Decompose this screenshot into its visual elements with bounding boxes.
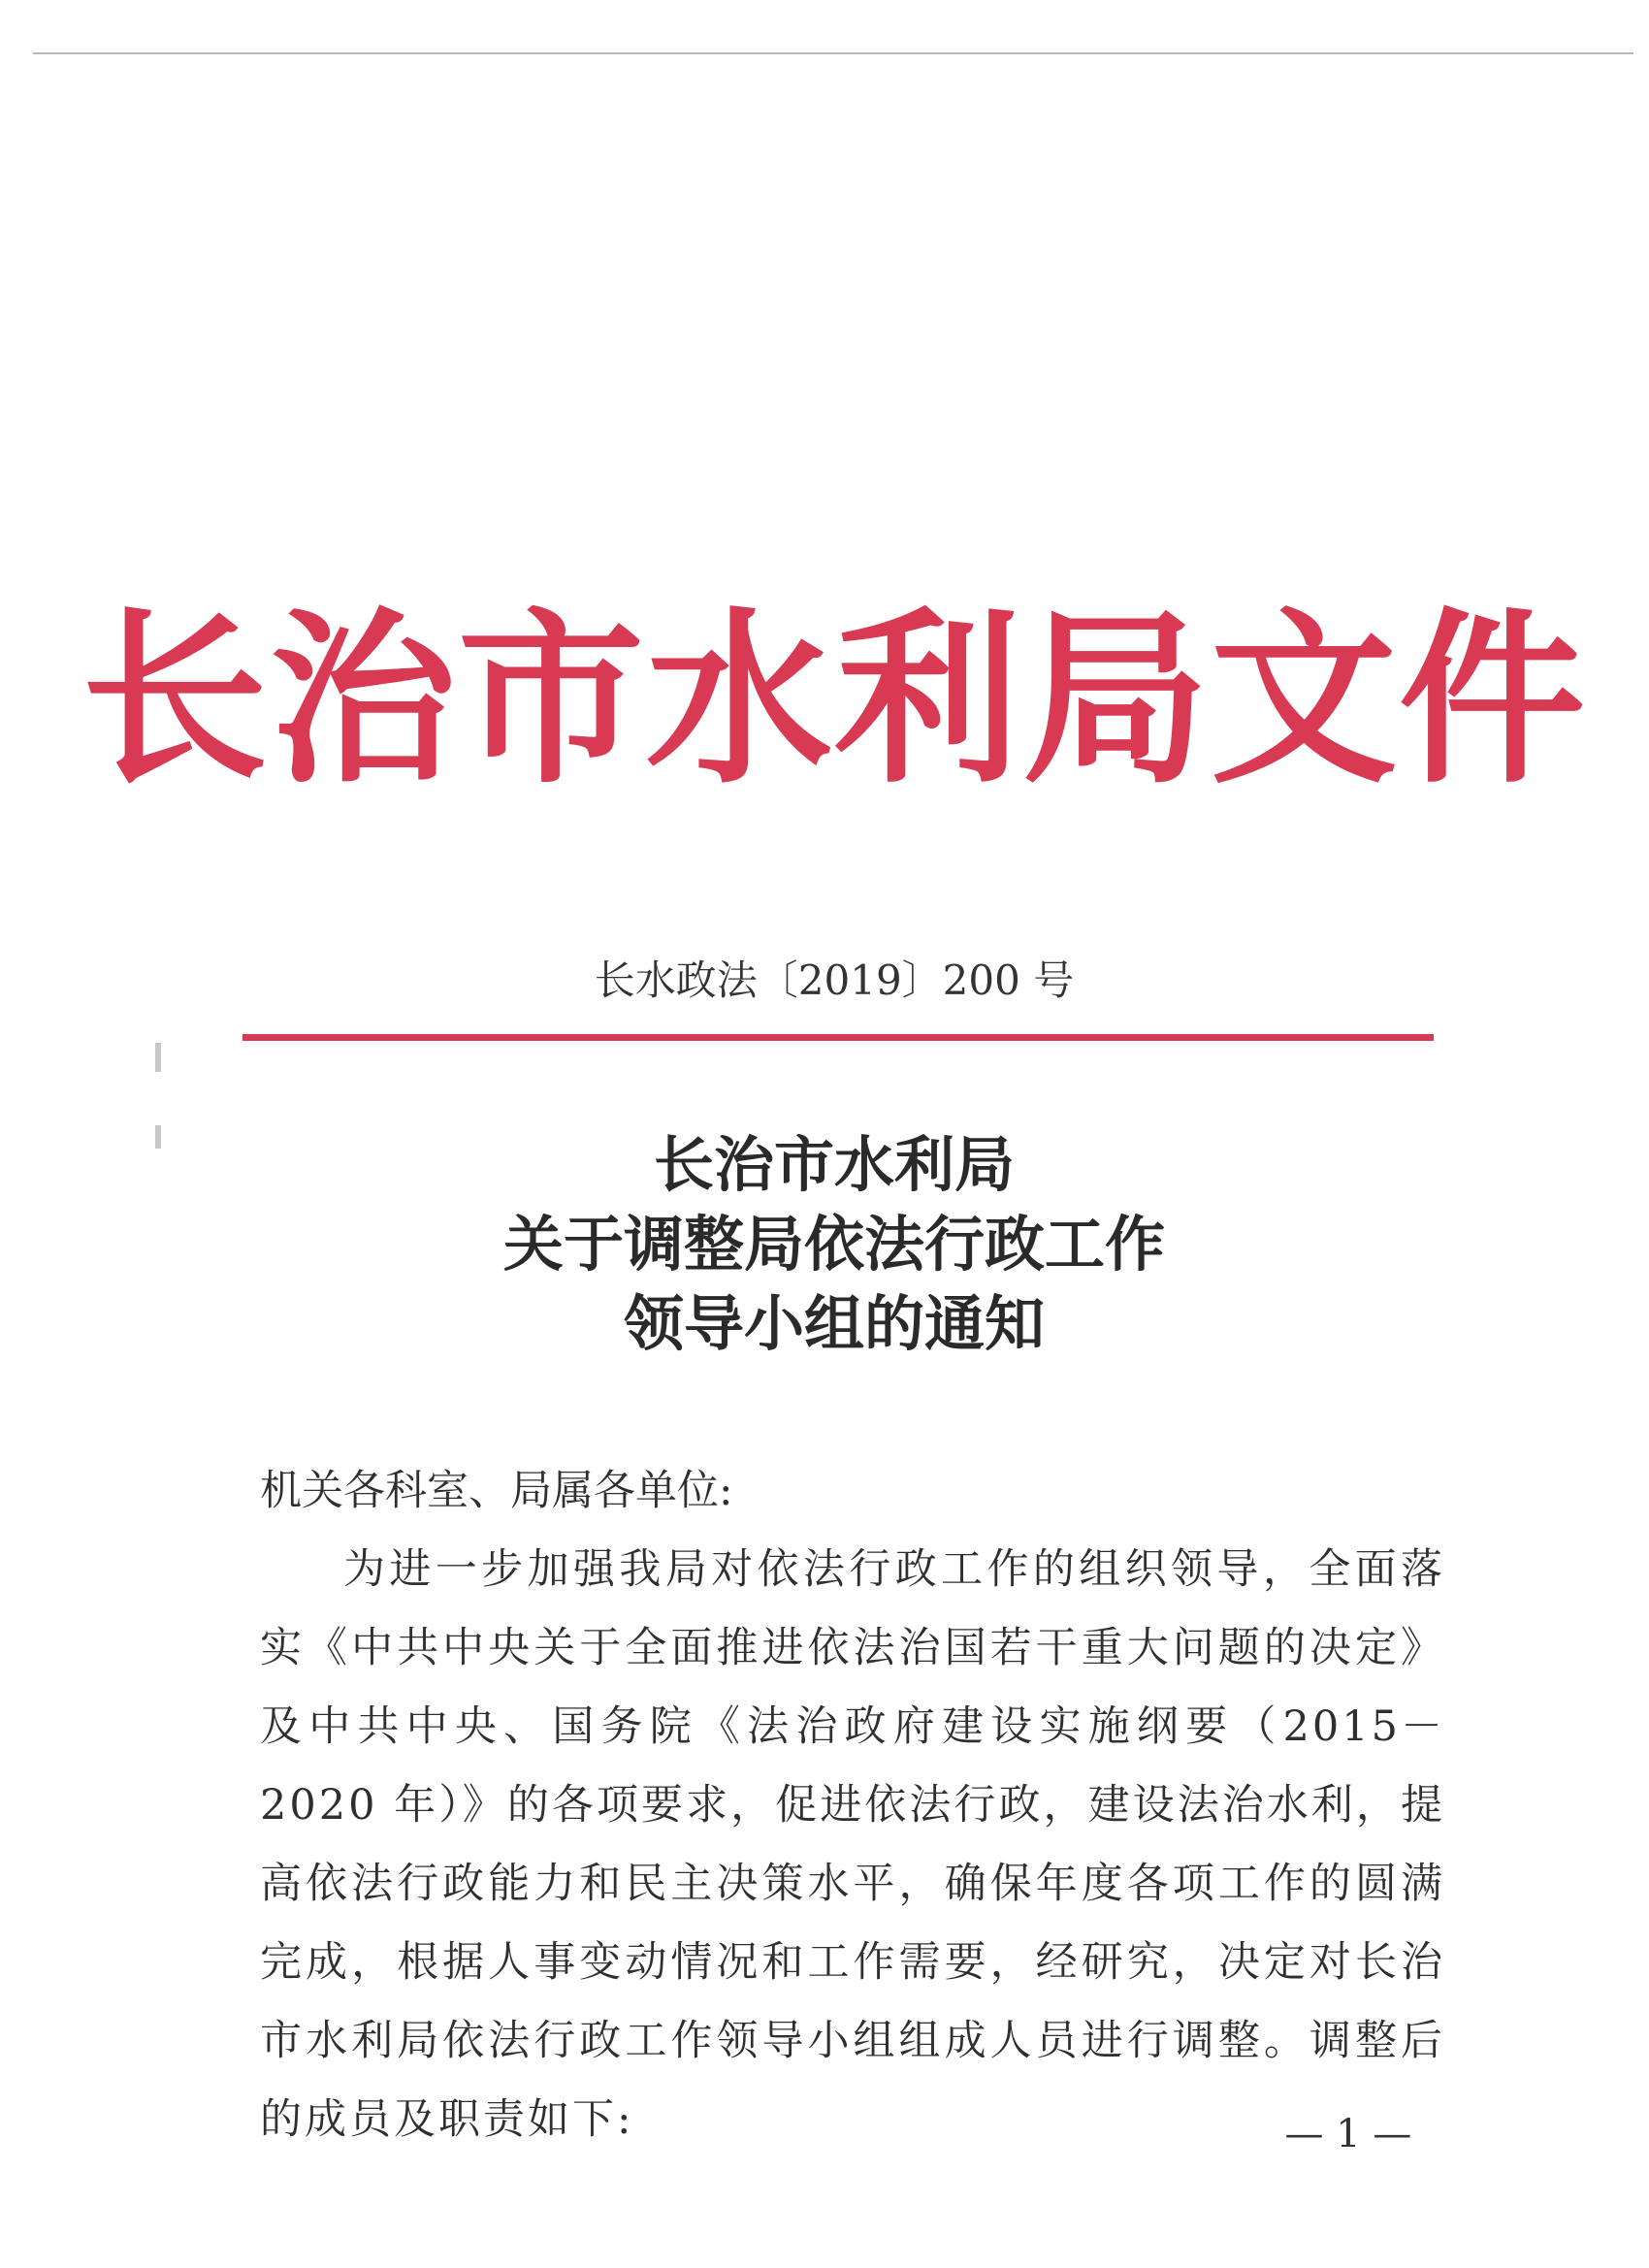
title-line: 长治市水利局 [653, 1129, 1015, 1200]
body-paragraph: 为进一步加强我局对依法行政工作的组织领导，全面落实《中共中央关于全面推进依法治国若干重大问题的决定》及中共中央、国务院《法治政府建设实施纲要（2015－2020 年）》的各项要求，促进依法行政，建设法治水利，提高依法行政能力和民主决策水平，确保年度各项工作的圆满完成，根据人事变动情况和工作需要，经研究，决定对长治市水利局依法行政工作领导小组组成人员进行调整。调整后的成员及职责如下: [260, 1545, 1445, 2144]
salutation: 机关各科室、局属各单位: [260, 1467, 733, 1515]
title-line: 关于调整局依法行政工作 [502, 1209, 1165, 1280]
document-body [260, 1452, 1445, 2159]
notice-title [0, 1125, 1649, 1364]
page-number: — 1 — [1284, 2112, 1412, 2156]
red-separator-line [242, 1034, 1434, 1041]
margin-scan-mark [155, 1043, 161, 1072]
title-line: 领导小组的通知 [623, 1288, 1045, 1359]
top-border-line [33, 52, 1633, 54]
masthead-title: 长治市水利局文件 [81, 591, 1587, 809]
document-number: 长水政法〔2019〕200 号 [594, 956, 1075, 1004]
